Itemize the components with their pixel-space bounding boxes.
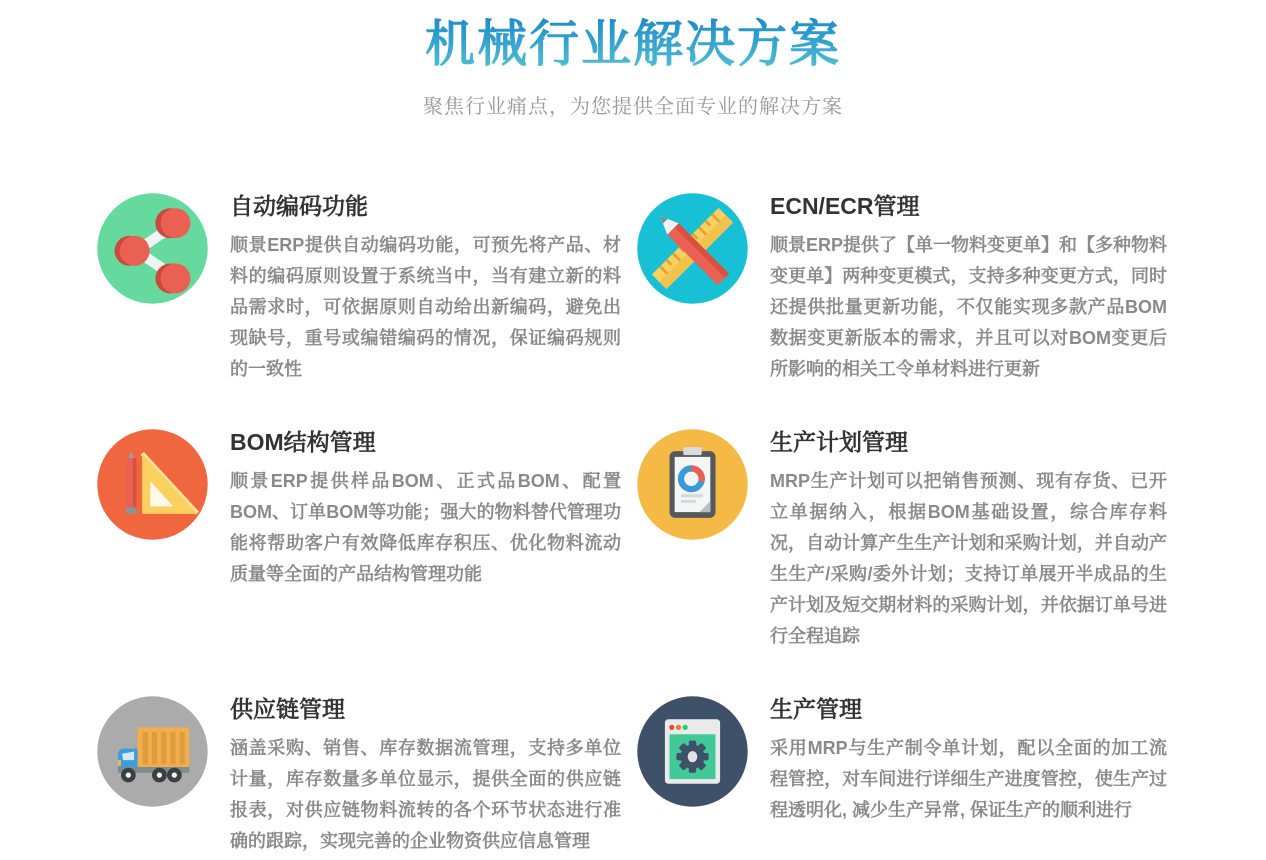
clipboard-chart-icon xyxy=(635,427,750,542)
truck-icon xyxy=(95,694,210,809)
pencil-set-square-icon xyxy=(95,427,210,542)
page-header xyxy=(0,0,1266,119)
feature-card-auto-coding xyxy=(95,191,635,385)
feature-card-bom xyxy=(95,427,635,590)
feature-card-production-planning xyxy=(635,427,1181,652)
feature-description: 顺景ERP提供样品BOM、正式品BOM、配置BOM、订单BOM等功能；强大的物料替代管理功能将帮助客户有效降低库存积压、优化物料流动质量等全面的产品结构管理功能 xyxy=(230,471,621,584)
feature-description: 顺景ERP提供了【单一物料变更单】和【多种物料变更单】两种变更模式，支持多种变更方式，同时还提供批量更新功能，不仅能实现多款产品BOM数据变更新版本的需求，并且可以对BOM变更后所影响的相关工令单材料进行更新 xyxy=(770,235,1168,379)
feature-card-ecn-ecr xyxy=(635,191,1181,385)
feature-title: BOM结构管理 xyxy=(230,429,376,455)
feature-card-production xyxy=(635,694,1181,826)
feature-title: 供应链管理 xyxy=(230,696,345,722)
feature-content xyxy=(770,694,1181,826)
feature-title: 生产计划管理 xyxy=(770,429,908,455)
feature-content xyxy=(230,191,635,385)
browser-gear-icon xyxy=(635,694,750,809)
page-subtitle: 聚焦行业痛点，为您提供全面专业的解决方案 xyxy=(423,96,843,118)
feature-content xyxy=(230,427,635,590)
feature-title: 自动编码功能 xyxy=(230,193,368,219)
feature-description: MRP生产计划可以把销售预测、现有存货、已开立单据纳入，根据BOM基础设置，综合库存料况，自动计算产生生产计划和采购计划，并自动产生生产/采购/委外计划；支持订单展开半成品的生产计划及短交期材料的采购计划，并依据订单号进行全程追踪 xyxy=(770,471,1167,646)
pencil-ruler-icon xyxy=(635,191,750,306)
feature-description: 涵盖采购、销售、库存数据流管理，支持多单位计量，库存数量多单位显示，提供全面的供应链报表，对供应链物料流转的各个环节状态进行准确的跟踪，实现完善的企业物资供应信息管理 xyxy=(230,738,621,851)
feature-content xyxy=(770,427,1181,652)
feature-title: ECN/ECR管理 xyxy=(770,193,920,219)
feature-description: 顺景ERP提供自动编码功能，可预先将产品、材料的编码原则设置于系统当中，当有建立新的料品需求时，可依据原则自动给出新编码，避免出现缺号，重号或编错编码的情况，保证编码规则的一致性 xyxy=(230,235,621,379)
feature-content xyxy=(230,694,635,857)
feature-title: 生产管理 xyxy=(770,696,862,722)
feature-card-supply-chain xyxy=(95,694,635,857)
feature-description: 采用MRP与生产制令单计划，配以全面的加工流程管控，对车间进行详细生产进度管控，使生产过程透明化, 减少生产异常, 保证生产的顺利进行 xyxy=(770,738,1167,820)
feature-grid xyxy=(95,191,1266,857)
feature-content xyxy=(770,191,1181,385)
share-nodes-icon xyxy=(95,191,210,306)
page-title: 机械行业解决方案 xyxy=(425,16,841,72)
